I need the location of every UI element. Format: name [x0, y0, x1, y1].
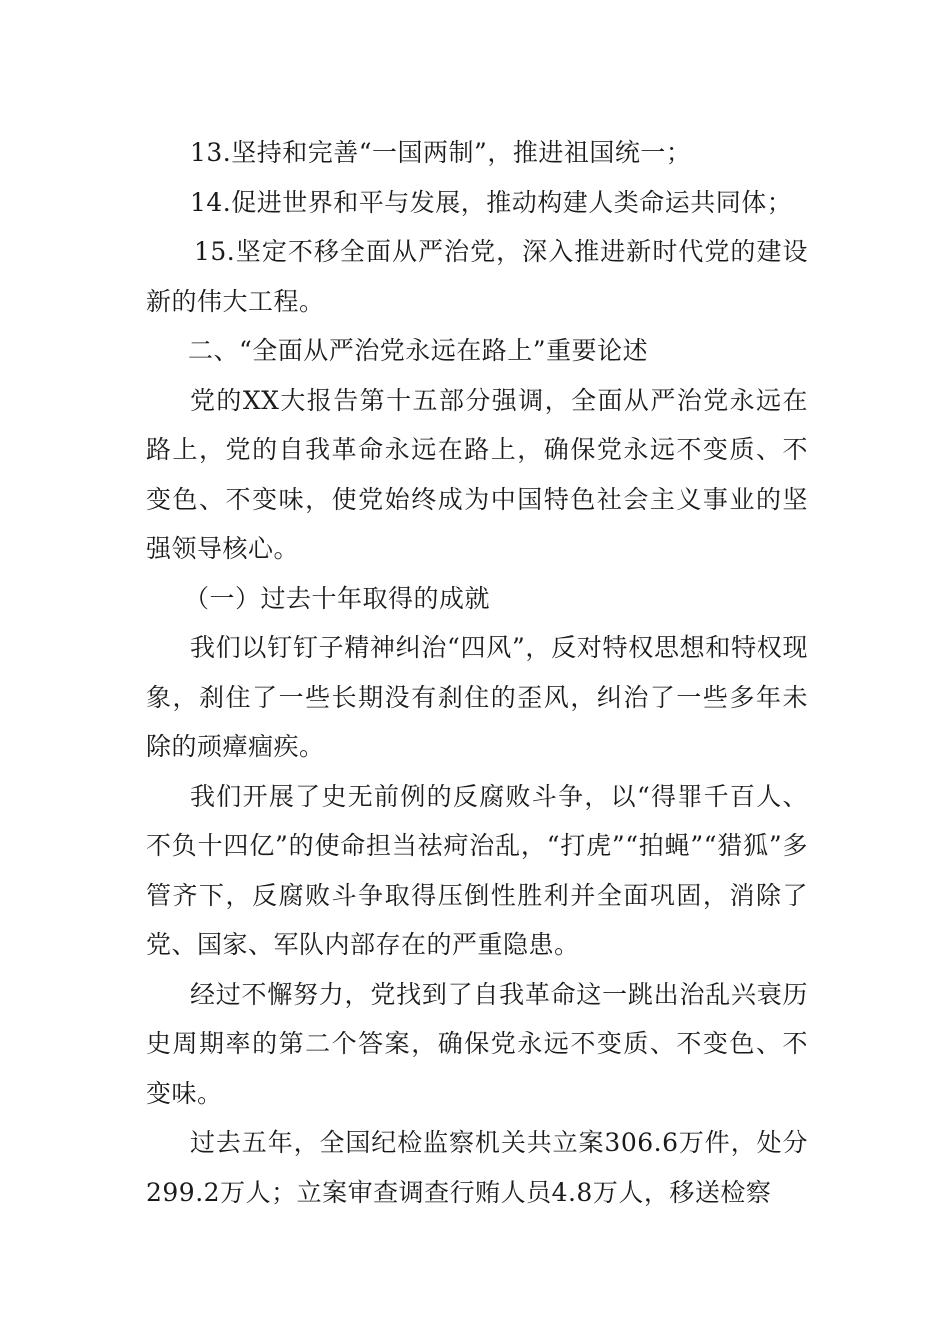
subsection-heading: （一）过去十年取得的成就	[184, 583, 491, 613]
list-item-13: 13.坚持和完善“一国两制”，推进祖国统一；	[190, 138, 692, 167]
body-paragraph: 经过不懈努力，党找到了自我革命这一跳出治乱兴衰历史周期率的第二个答案，确保党永远不变质、不变色、不变味。	[146, 979, 808, 1108]
list-item-14: 14.促进世界和平与发展，推动构建人类命运共同体；	[190, 187, 793, 217]
document-body	[146, 128, 808, 1217]
body-paragraph: 党的XX大报告第十五部分强调，全面从严治党永远在路上，党的自我革命永远在路上，确保党永远不变质、不变色、不变味，使党始终成为中国特色社会主义事业的坚强领导核心。	[146, 385, 808, 563]
body-paragraph: 过去五年，全国纪检监察机关共立案306.6万件，处分299.2万人；立案审查调查行贿人员4.8万人，移送检察	[146, 1128, 808, 1207]
list-item-15: 15.坚定不移全面从严治党，深入推进新时代党的建设新的伟大工程。	[146, 237, 808, 316]
body-paragraph: 我们以钉钉子精神纠治“四风”，反对特权思想和特权现象，刹住了一些长期没有刹住的歪风，纠治了一些多年未除的顽瘴痼疾。	[146, 633, 808, 761]
body-paragraph: 我们开展了史无前例的反腐败斗争，以“得罪千百人、不负十四亿”的使命担当祛疴治乱，“打虎”“拍蝇”“猎狐”多管齐下，反腐败斗争取得压倒性胜利并全面巩固，消除了党、国家、军队内部存在的严重隐患。	[146, 781, 808, 959]
section-heading: 二、“全面从严治党永远在路上”重要论述	[188, 336, 649, 365]
